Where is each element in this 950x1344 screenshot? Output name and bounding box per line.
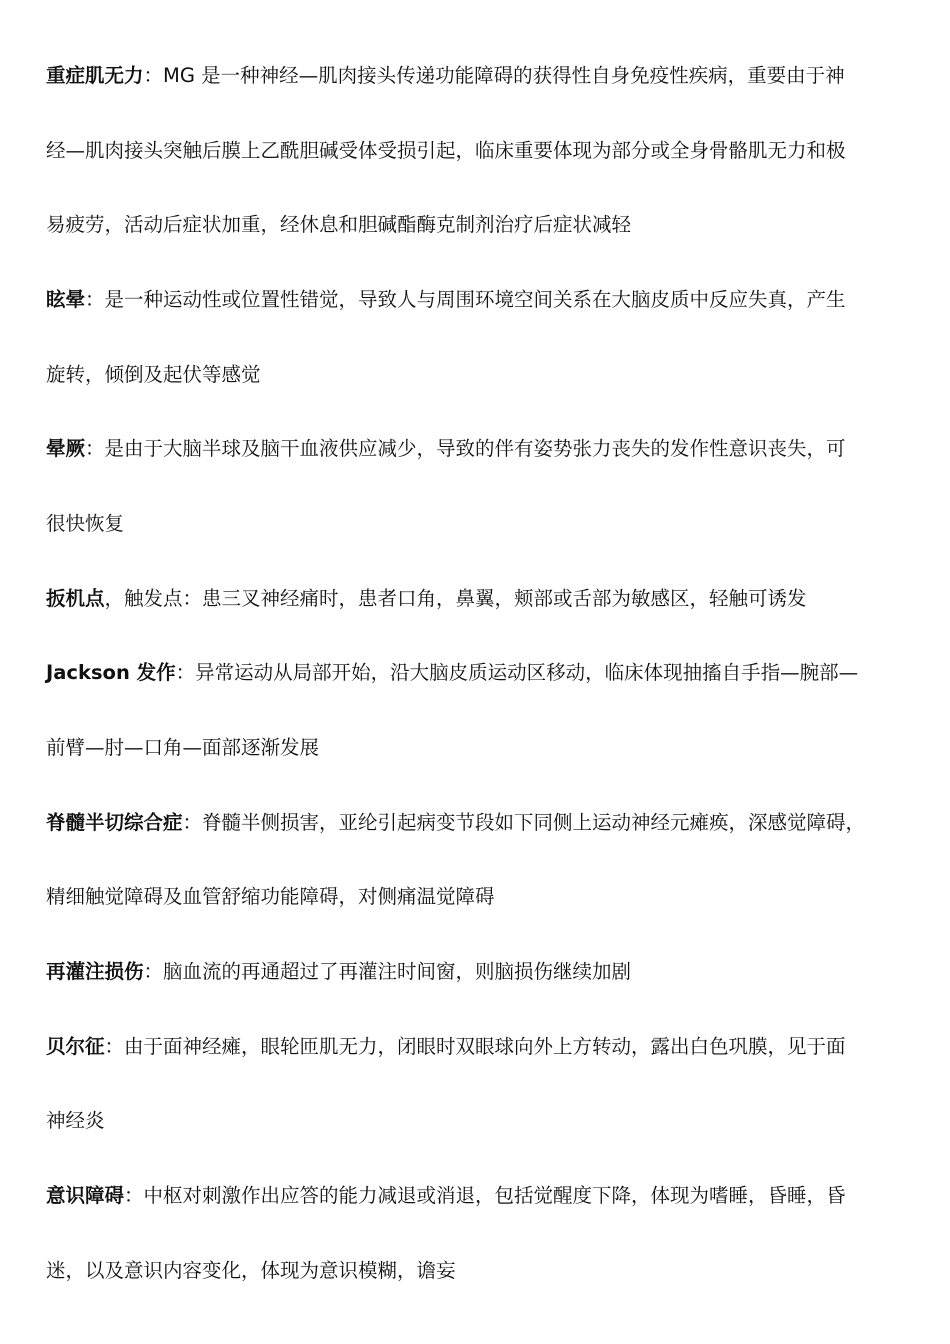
definition-text: 神经炎 xyxy=(46,1109,105,1132)
term-label: 脊髓半切综合症 xyxy=(46,811,183,834)
definition-text: ，触发点：患三叉神经痛时，患者口角，鼻翼，颊部或舌部为敏感区，轻触可诱发 xyxy=(104,587,807,610)
entry-line xyxy=(46,883,926,911)
entry-line xyxy=(46,1257,926,1285)
term-label: 重症肌无力 xyxy=(46,64,144,87)
definition-text: 经—肌肉接头突触后膜上乙酰胆碱受体受损引起，临床重要体现为部分或全身骨骼肌无力和极 xyxy=(46,139,846,162)
entry-line xyxy=(46,62,926,90)
entry-line xyxy=(46,1182,926,1210)
entry-line xyxy=(46,137,926,165)
entry-line xyxy=(46,211,926,239)
term-label: 眩晕 xyxy=(46,288,86,311)
entry-line xyxy=(46,1107,926,1135)
definition-text: 很快恢复 xyxy=(46,512,125,535)
term-label: Jackson 发作 xyxy=(46,661,176,684)
definition-text: ：脑血流的再通超过了再灌注时间窗，则脑损伤继续加剧 xyxy=(143,960,632,983)
entry-line xyxy=(46,659,926,687)
definition-text: ：由于面神经瘫，眼轮匝肌无力，闭眼时双眼球向外上方转动，露出白色巩膜，见于面 xyxy=(104,1035,846,1058)
definition-text: ：异常运动从局部开始，沿大脑皮质运动区移动，临床体现抽搐自手指—腕部— xyxy=(175,661,859,684)
entry-line xyxy=(46,734,926,762)
entry-line xyxy=(46,809,926,837)
definition-text: 易疲劳，活动后症状加重，经休息和胆碱酯酶克制剂治疗后症状减轻 xyxy=(46,213,632,236)
definition-text: 前臂—肘—口角—面部逐渐发展 xyxy=(46,736,320,759)
entry-line xyxy=(46,510,926,538)
term-label: 扳机点 xyxy=(46,587,105,610)
definition-text: ：脊髓半侧损害，亚纶引起病变节段如下同侧上运动神经元瘫痪，深感觉障碍， xyxy=(182,811,866,834)
definition-text: ：MG 是一种神经—肌肉接头传递功能障碍的获得性自身免疫性疾病，重要由于神 xyxy=(143,64,845,87)
entry-line xyxy=(46,958,926,986)
definition-text: ：是一种运动性或位置性错觉，导致人与周围环境空间关系在大脑皮质中反应失真，产生 xyxy=(85,288,846,311)
entry-line xyxy=(46,361,926,389)
entry-line xyxy=(46,1033,926,1061)
term-label: 再灌注损伤 xyxy=(46,960,144,983)
definition-text: 旋转，倾倒及起伏等感觉 xyxy=(46,363,261,386)
entry-line xyxy=(46,435,926,463)
term-label: 贝尔征 xyxy=(46,1035,105,1058)
entry-line xyxy=(46,286,926,314)
definition-text: ：中枢对刺激作出应答的能力减退或消退，包括觉醒度下降，体现为嗜睡，昏睡，昏 xyxy=(124,1184,846,1207)
entry-line xyxy=(46,585,926,613)
term-label: 意识障碍 xyxy=(46,1184,125,1207)
definition-text: 迷，以及意识内容变化，体现为意识模糊，谵妄 xyxy=(46,1259,456,1282)
definition-text: 精细触觉障碍及血管舒缩功能障碍，对侧痛温觉障碍 xyxy=(46,885,495,908)
term-label: 晕厥 xyxy=(46,437,86,460)
definition-text: ：是由于大脑半球及脑干血液供应减少，导致的伴有姿势张力丧失的发作性意识丧失，可 xyxy=(85,437,846,460)
